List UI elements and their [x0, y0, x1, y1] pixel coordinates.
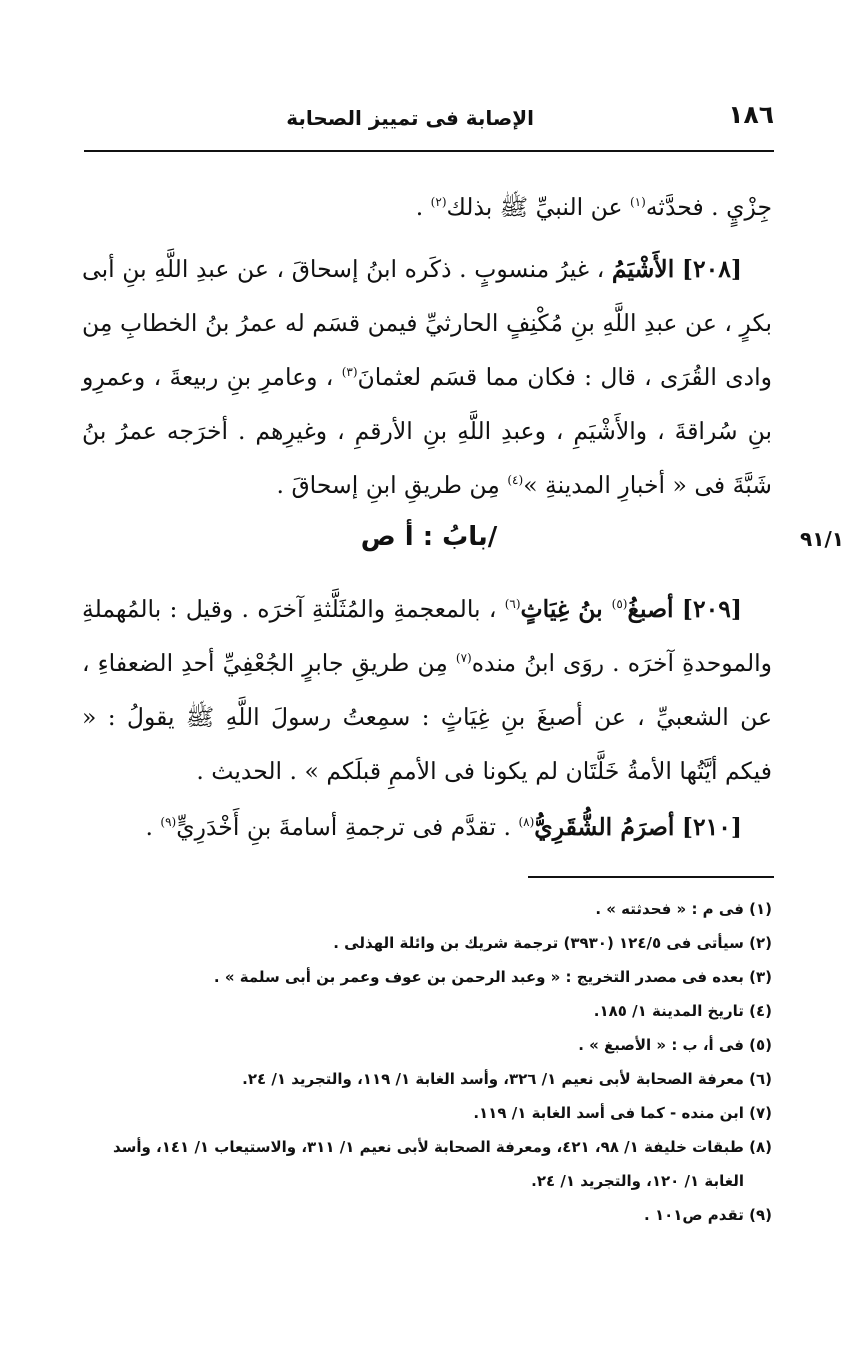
chapter-heading: /بابُ : أ ص — [360, 522, 498, 552]
footnote-ref: (٣) — [341, 365, 358, 380]
entry-208 — [82, 242, 772, 512]
entry-text: ، وعامرِ بنِ ربيعةَ ، وعمرِو بنِ سُراقةَ ، والأَشْيَمِ ، وعبدِ اللَّهِ بنِ الأرقمِ ، وغيرِهم . أخرَجه عمرُ بنُ شَبَّةَ فى « أخبارِ المدينةِ » — [82, 363, 772, 499]
footnote-4: (٤) تاريخ المدينة ١/ ١٨٥. — [593, 1002, 772, 1020]
entry-text: . — [145, 813, 161, 841]
entry-208-paragraph — [82, 242, 772, 512]
entry-209 — [82, 582, 772, 798]
entry-name-continued: بنُ غِيَاثٍ — [520, 595, 612, 623]
intro-text: . — [415, 193, 431, 221]
page-header — [84, 100, 774, 140]
footnote-6: (٦) معرفة الصحابة لأبى نعيم ١/ ٣٢٦، وأسد الغابة ١/ ١١٩، والتجريد ١/ ٢٤. — [242, 1070, 772, 1088]
entry-209-paragraph — [82, 582, 772, 798]
intro-text: عن النبيِّ ﷺ بذلك — [446, 193, 630, 221]
footnote-ref: (٦) — [504, 597, 521, 612]
footnote-5: (٥) فى أ، ب : « الأصبغ » . — [578, 1036, 772, 1054]
footnote-8-continued — [72, 1164, 772, 1198]
running-title: الإصابة فى تمييز الصحابة — [286, 106, 534, 130]
margin-reference: ٩١/١ — [800, 527, 844, 551]
entry-text: ، غيرُ منسوبٍ . ذكَره ابنُ إسحاقَ ، عن عبدِ اللَّهِ بنِ أبى بكرٍ ، عن عبدِ اللَّهِ بنِ مُكْنِفٍ الحارثيِّ فيمن قسَم له عمرُ بنُ الخطابِ مِن وادى القُرَى ، قال : فكان مما قسَم لعثمانَ — [82, 255, 772, 391]
intro-line — [82, 180, 772, 234]
footnote-ref: (٧) — [455, 651, 472, 666]
footnote-7: (٧) ابن منده - كما فى أسد الغابة ١/ ١١٩. — [473, 1104, 772, 1122]
entry-name: الأَشْيَمُ — [611, 255, 675, 283]
footnote-rule — [528, 876, 774, 878]
footnote-ref: (١) — [629, 195, 646, 210]
entry-number: [٢٠٩] — [681, 595, 742, 623]
footnote-continuation: الغابة ١/ ١٢٠، والتجريد ١/ ٢٤. — [531, 1172, 744, 1190]
intro-paragraph — [82, 180, 772, 234]
footnote-3: (٣) بعده فى مصدر التخريج : « وعبد الرحمن بن عوف وعمر بن أبى سلمة » . — [213, 968, 772, 986]
entry-text: مِن طريقِ ابنِ إسحاقَ . — [276, 471, 508, 499]
header-rule — [84, 150, 774, 152]
entry-number: [٢٠٨] — [681, 255, 742, 283]
footnote-8: (٨) طبقات خليفة ١/ ٩٨، ٤٢١، ومعرفة الصحابة لأبى نعيم ١/ ٣١١، والاستيعاب ١/ ١٤١، وأسد — [112, 1138, 772, 1156]
page-number: ١٨٦ — [728, 100, 774, 129]
footnote-9: (٩) تقدم ص١٠١ . — [644, 1206, 772, 1224]
entry-text: . تقدَّم فى ترجمةِ أسامةَ بنِ أَخْدَرِيٍّ — [176, 813, 519, 841]
entry-name: أصبغُ — [627, 595, 674, 623]
entry-name: أصرَمُ الشُّقَرِيُّ — [534, 813, 675, 841]
entry-210 — [82, 800, 772, 854]
entry-number: [٢١٠] — [681, 813, 742, 841]
footnote-ref: (٥) — [611, 597, 628, 612]
footnote-2: (٢) سيأتى فى ١٢٤/٥ (٣٩٣٠) ترجمة شريك بن وائلة الهذلى . — [333, 934, 772, 952]
footnote-ref: (٢) — [430, 195, 447, 210]
footnote-ref: (٤) — [507, 473, 524, 488]
footnotes — [72, 892, 772, 1232]
entry-210-paragraph — [82, 800, 772, 854]
footnote-ref: (٨) — [518, 815, 535, 830]
entry-text: مِن طريقِ جابرٍ الجُعْفِيِّ أحدِ الضعفاءِ ، عن الشعبيِّ ، عن أصبغَ بنِ غِيَاثٍ : سمِعتُ رسولَ اللَّهِ ﷺ يقولُ : « فيكم أيَّتُها الأمةُ خَلَّتَان لم يكونا فى الأممِ قبلَكم » . الحديث . — [82, 649, 772, 785]
footnote-1: (١) فى م : « فحدثته » . — [595, 900, 772, 918]
footnote-ref: (٩) — [160, 815, 177, 830]
entry-text: ، بالمعجمةِ والمُثَلَّثةِ آخرَه . وقيل : بالمُهملةِ والموحدةِ آخرَه . روَى ابنُ منده — [82, 595, 772, 677]
intro-text: جِزْيٍ . فحدَّثه — [645, 193, 772, 221]
